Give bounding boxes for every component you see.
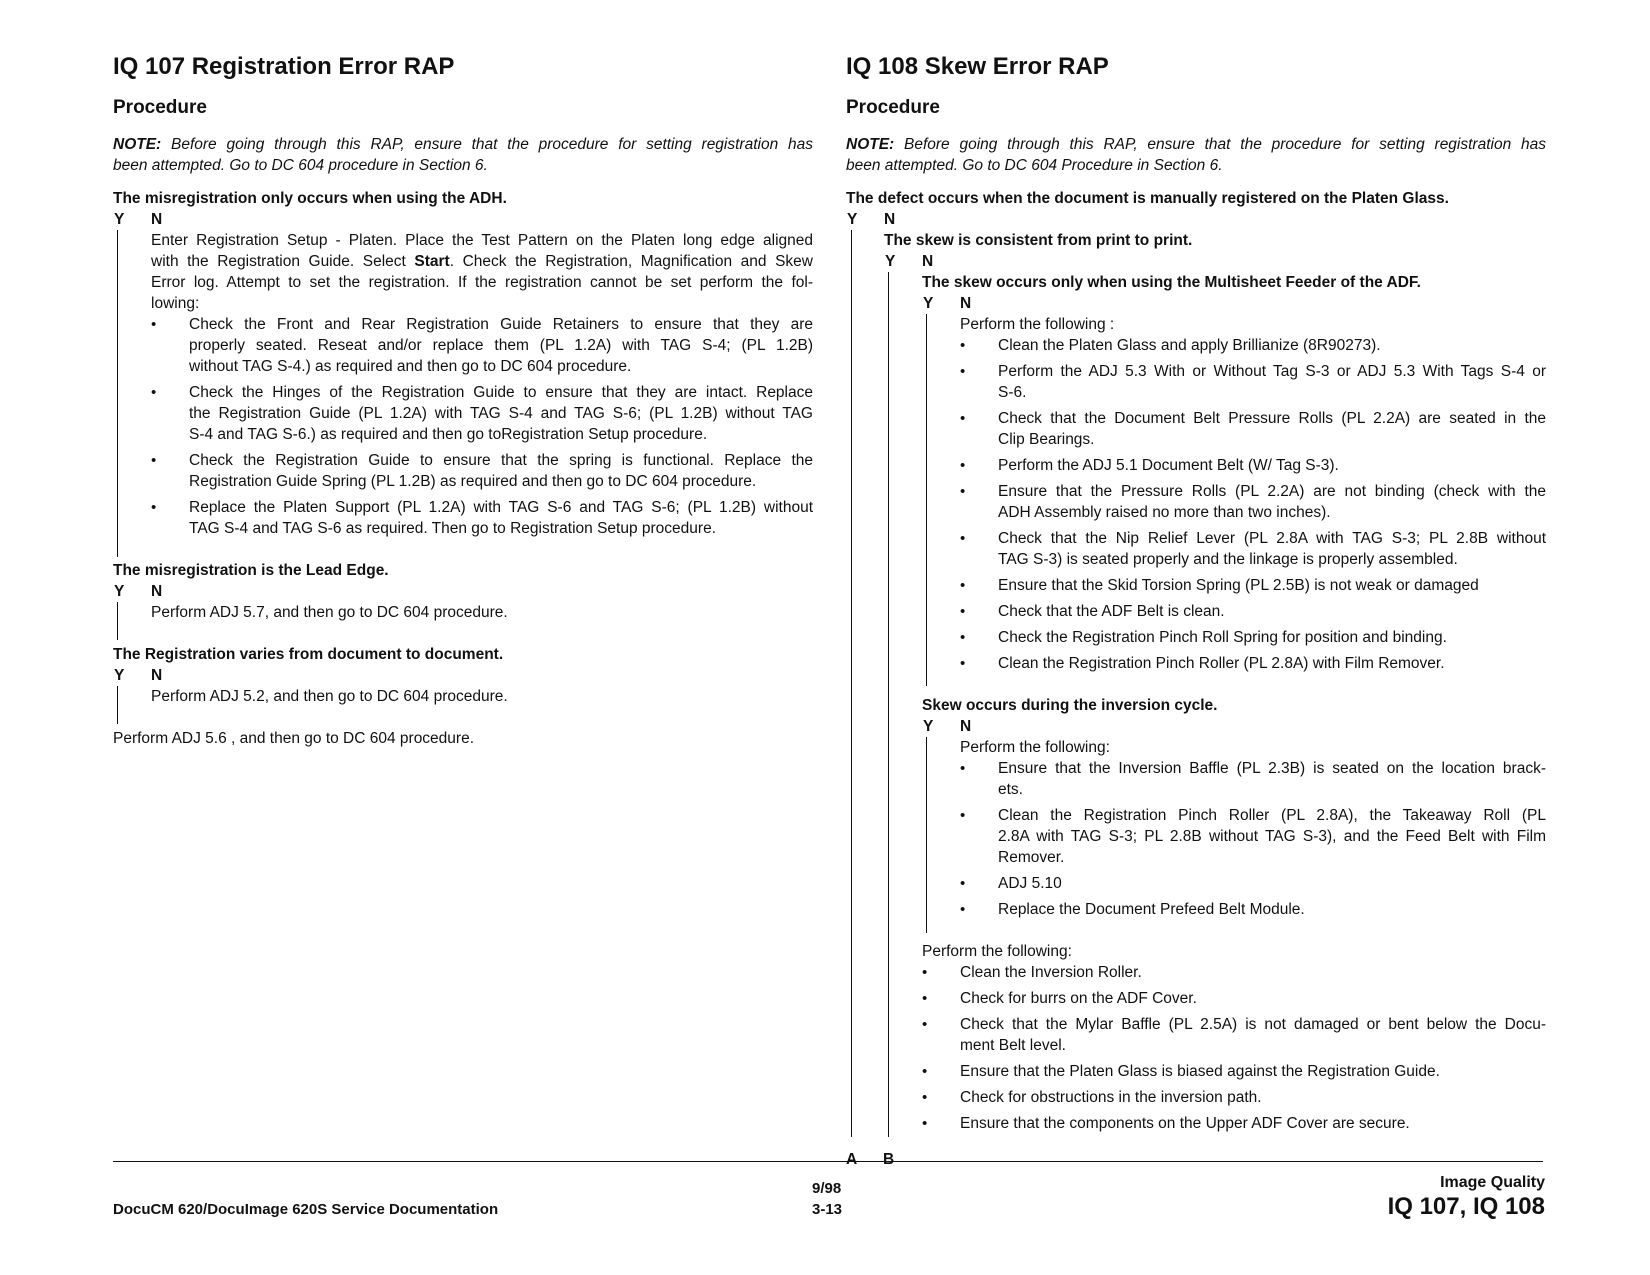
yes-label: Y bbox=[923, 718, 934, 735]
yes-label: Y bbox=[885, 253, 896, 270]
list-item: ment Belt level. bbox=[960, 1037, 1066, 1054]
question: The skew is consistent from print to print. bbox=[884, 232, 1193, 249]
list-item: Perform the ADJ 5.3 With or Without Tag S-3 or ADJ 5.3 With Tags S-4 or bbox=[998, 363, 1546, 380]
no-label: N bbox=[922, 253, 934, 270]
bullet-icon: • bbox=[151, 452, 157, 469]
bullet-icon: • bbox=[960, 875, 966, 892]
instruction-line: Perform ADJ 5.2, and then go to DC 604 procedure. bbox=[151, 688, 508, 705]
bullet-icon: • bbox=[960, 363, 966, 380]
list-item: 2.8A with TAG S-3; PL 2.8B without TAG S-3), and the Feed Belt with Film bbox=[998, 828, 1546, 845]
bullet-icon: • bbox=[960, 337, 966, 354]
list-item: Check that the Document Belt Pressure Rolls (PL 2.2A) are seated in the bbox=[998, 410, 1546, 427]
list-item: Replace the Platen Support (PL 1.2A) with TAG S-6 and TAG S-6; (PL 1.2B) without bbox=[189, 499, 813, 516]
list-item: Check for burrs on the ADF Cover. bbox=[960, 990, 1197, 1007]
list-item: S-6. bbox=[998, 384, 1027, 401]
note-line: NOTE: Before going through this RAP, ensure that the procedure for setting registration has bbox=[113, 136, 813, 153]
question: The skew occurs only when using the Multisheet Feeder of the ADF. bbox=[922, 274, 1421, 291]
question: The Registration varies from document to document. bbox=[113, 646, 504, 663]
list-item: Ensure that the Platen Glass is biased against the Registration Guide. bbox=[960, 1063, 1440, 1080]
bullet-icon: • bbox=[151, 384, 157, 401]
bullet-icon: • bbox=[960, 760, 966, 777]
bullet-icon: • bbox=[922, 1063, 928, 1080]
bullet-icon: • bbox=[960, 410, 966, 427]
yes-branch-line bbox=[117, 686, 118, 724]
list-item: Ensure that the Pressure Rolls (PL 2.2A) are not binding (check with the bbox=[998, 483, 1546, 500]
yes-branch-line bbox=[117, 230, 118, 557]
bullet-icon: • bbox=[960, 577, 966, 594]
list-item: ADH Assembly raised no more than two inches). bbox=[998, 504, 1331, 521]
list-item: Check the Registration Guide to ensure that the spring is functional. Replace the bbox=[189, 452, 813, 469]
instruction-line: Perform the following : bbox=[960, 316, 1115, 333]
question: Skew occurs during the inversion cycle. bbox=[922, 697, 1218, 714]
bullet-icon: • bbox=[151, 499, 157, 516]
list-item: Perform the ADJ 5.1 Document Belt (W/ Tag S-3). bbox=[998, 457, 1339, 474]
list-item: properly seated. Reseat and/or replace them (PL 1.2A) with TAG S-4; (PL 1.2B) bbox=[189, 337, 813, 354]
no-label: N bbox=[151, 667, 163, 684]
list-item: Check that the ADF Belt is clean. bbox=[998, 603, 1225, 620]
note-line: been attempted. Go to DC 604 Procedure in Section 6. bbox=[846, 157, 1223, 174]
no-label: N bbox=[884, 211, 896, 228]
bullet-icon: • bbox=[922, 1115, 928, 1132]
connector-label-b: B bbox=[883, 1151, 895, 1168]
list-item: Check for obstructions in the inversion path. bbox=[960, 1089, 1262, 1106]
no-label: N bbox=[960, 295, 972, 312]
yes-label: Y bbox=[114, 583, 125, 600]
question: The misregistration is the Lead Edge. bbox=[113, 562, 389, 579]
footer-section: Image Quality bbox=[1440, 1174, 1545, 1191]
list-item: Ensure that the Skid Torsion Spring (PL 2.5B) is not weak or damaged bbox=[998, 577, 1479, 594]
section-heading: Procedure bbox=[113, 97, 207, 118]
footer-rule bbox=[113, 1161, 1543, 1162]
list-item: TAG S-3) is seated properly and the linkage is properly assembled. bbox=[998, 551, 1458, 568]
list-item: TAG S-4 and TAG S-6 as required. Then go to Registration Setup procedure. bbox=[189, 520, 716, 537]
bullet-icon: • bbox=[960, 901, 966, 918]
list-item: Check that the Mylar Baffle (PL 2.5A) is not damaged or bent below the Docu- bbox=[960, 1016, 1546, 1033]
footer-page-number: 3-13 bbox=[812, 1201, 843, 1218]
list-item: Check that the Nip Relief Lever (PL 2.8A with TAG S-3; PL 2.8B without bbox=[998, 530, 1546, 547]
page-title: IQ 107 Registration Error RAP bbox=[113, 53, 455, 80]
footer-date: 9/98 bbox=[812, 1180, 842, 1197]
note-label: NOTE: bbox=[846, 136, 895, 153]
list-item: Ensure that the components on the Upper ADF Cover are secure. bbox=[960, 1115, 1410, 1132]
list-item: without TAG S-4.) as required and then go to DC 604 procedure. bbox=[189, 358, 632, 375]
bullet-icon: • bbox=[960, 483, 966, 500]
bullet-icon: • bbox=[922, 1089, 928, 1106]
instruction-line: Perform ADJ 5.6 , and then go to DC 604 procedure. bbox=[113, 730, 475, 747]
list-item: Clean the Registration Pinch Roller (PL 2.8A), the Takeaway Roll (PL bbox=[998, 807, 1546, 824]
no-label: N bbox=[151, 583, 163, 600]
list-item: ADJ 5.10 bbox=[998, 875, 1062, 892]
footer-procedure-ids: IQ 107, IQ 108 bbox=[1387, 1193, 1545, 1220]
list-item: Replace the Document Prefeed Belt Module. bbox=[998, 901, 1305, 918]
instruction-line: Perform ADJ 5.7, and then go to DC 604 procedure. bbox=[151, 604, 508, 621]
instruction-line: Error log. Attempt to set the registration. If the registration cannot be set perform the fol- bbox=[151, 274, 813, 291]
yes-label: Y bbox=[923, 295, 934, 312]
instruction-line: Perform the following: bbox=[922, 943, 1072, 960]
no-label: N bbox=[151, 211, 163, 228]
list-item: the Registration Guide (PL 1.2A) with TAG S-4 and TAG S-6; (PL 1.2B) without TAG bbox=[189, 405, 813, 422]
yes-branch-line bbox=[926, 314, 927, 686]
list-item: ets. bbox=[998, 781, 1023, 798]
footer-document-title: DocuCM 620/DocuImage 620S Service Documentation bbox=[113, 1201, 499, 1218]
instruction-line: Perform the following: bbox=[960, 739, 1110, 756]
list-item: Registration Guide Spring (PL 1.2B) as required and then go to DC 604 procedure. bbox=[189, 473, 757, 490]
yes-label: Y bbox=[847, 211, 858, 228]
note-line: been attempted. Go to DC 604 procedure in Section 6. bbox=[113, 157, 488, 174]
note-label: NOTE: bbox=[113, 136, 162, 153]
yes-branch-line bbox=[117, 602, 118, 640]
bullet-icon: • bbox=[151, 316, 157, 333]
section-heading: Procedure bbox=[846, 97, 940, 118]
connector-label-a: A bbox=[846, 1151, 858, 1168]
list-item: Clean the Platen Glass and apply Brillianize (8R90273). bbox=[998, 337, 1381, 354]
list-item: Clean the Registration Pinch Roller (PL 2.8A) with Film Remover. bbox=[998, 655, 1445, 672]
list-item: Check the Front and Rear Registration Guide Retainers to ensure that they are bbox=[189, 316, 813, 333]
question: The misregistration only occurs when using the ADH. bbox=[113, 190, 507, 207]
bullet-icon: • bbox=[960, 457, 966, 474]
bullet-icon: • bbox=[922, 964, 928, 981]
page-title: IQ 108 Skew Error RAP bbox=[846, 53, 1109, 80]
instruction-line: Enter Registration Setup - Platen. Place the Test Pattern on the Platen long edge aligned bbox=[151, 232, 813, 249]
instruction-line: with the Registration Guide. Select Start. Check the Registration, Magnification and Skew bbox=[151, 253, 813, 270]
bullet-icon: • bbox=[960, 629, 966, 646]
yes-branch-line bbox=[926, 737, 927, 933]
list-item: Ensure that the Inversion Baffle (PL 2.3B) is seated on the location brack- bbox=[998, 760, 1546, 777]
list-item: Remover. bbox=[998, 849, 1065, 866]
bullet-icon: • bbox=[960, 603, 966, 620]
bullet-icon: • bbox=[960, 807, 966, 824]
list-item: Check the Registration Pinch Roll Spring for position and binding. bbox=[998, 629, 1447, 646]
connector-line-a bbox=[851, 230, 852, 1137]
yes-label: Y bbox=[114, 211, 125, 228]
instruction-line: lowing: bbox=[151, 295, 200, 312]
list-item: Clean the Inversion Roller. bbox=[960, 964, 1142, 981]
start-label: Start bbox=[414, 253, 450, 270]
note-line: NOTE: Before going through this RAP, ensure that the procedure for setting registration has bbox=[846, 136, 1546, 153]
question: The defect occurs when the document is manually registered on the Platen Glass. bbox=[846, 190, 1449, 207]
bullet-icon: • bbox=[922, 990, 928, 1007]
bullet-icon: • bbox=[960, 655, 966, 672]
bullet-icon: • bbox=[960, 530, 966, 547]
list-item: S-4 and TAG S-6.) as required and then go toRegistration Setup procedure. bbox=[189, 426, 708, 443]
bullet-icon: • bbox=[922, 1016, 928, 1033]
list-item: Check the Hinges of the Registration Guide to ensure that they are intact. Replace bbox=[189, 384, 813, 401]
connector-line-b bbox=[888, 272, 889, 1137]
yes-label: Y bbox=[114, 667, 125, 684]
no-label: N bbox=[960, 718, 972, 735]
list-item: Clip Bearings. bbox=[998, 431, 1095, 448]
